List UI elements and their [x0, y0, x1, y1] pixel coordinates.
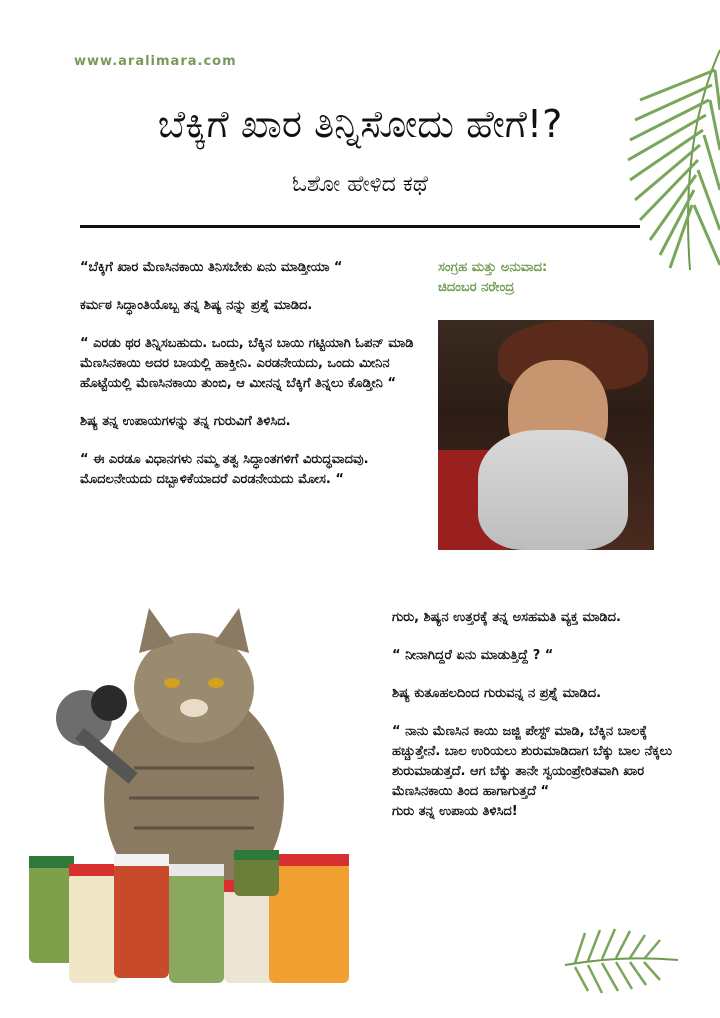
- paragraph: ಶಿಷ್ಯ ಕುತೂಹಲದಿಂದ ಗುರುವನ್ನ ನ ಪ್ರಶ್ನೆ ಮಾಡಿದ.: [392, 686, 602, 701]
- paragraph: “ ಎರಡು ಥರ ತಿನ್ನಿಸಬಹುದು. ಒಂದು, ಬೆಕ್ಕಿನ ಬಾಯಿ ಗಟ್ಟಿಯಾಗಿ ಓಪನ್ ಮಾಡಿ ಮೆಣಸಿನಕಾಯಿ ಅದರ ಬಾಯಲ್ಲಿ ಹಾಕ್ತೀನಿ. ಎರಡನೇಯದು, ಒಂದು ಮೀನಿನ ಹೊಟ್ಟೆಯಲ್ಲಿ ಮೆಣಸಿನಕಾಯಿ ತುಂಬಿ, ಆ ಮೀನನ್ನ ಬೆಕ್ಕಿಗೆ ತಿನ್ನಲು ಕೊಡ್ತೀನಿ “: [80, 336, 414, 391]
- paragraph: ಗುರು, ಶಿಷ್ಯನ ಉತ್ತರಕ್ಕೆ ತನ್ನ ಅಸಹಮತಿ ವ್ಯಕ್ತ ಮಾಡಿದ.: [392, 610, 621, 625]
- story-right-column: [392, 608, 682, 840]
- paragraph: “ ನೀನಾಗಿದ್ದರೆ ಏನು ಮಾಡುತ್ತಿದ್ದೆ ? “: [392, 648, 554, 663]
- paragraph: “ ಈ ಎರಡೂ ವಿಧಾನಗಳು ನಮ್ಮ ತತ್ವ ಸಿದ್ಧಾಂತಗಳಿಗೆ ವಿರುದ್ಧವಾದವು. ಮೊದಲನೇಯದು ದಬ್ಬಾಳಿಕೆಯಾದರೆ ಎರಡನೇಯದು ಮೋಸ. “: [80, 452, 369, 487]
- credit-name: ಚಿದಂಬರ ನರೇಂದ್ರ: [438, 280, 515, 295]
- story-left-column: [80, 258, 430, 508]
- title-divider: [80, 225, 640, 228]
- credit-label: ಸಂಗ್ರಹ ಮತ್ತು ಅನುವಾದ:: [438, 260, 548, 275]
- page-title: ಬೆಕ್ಕಿಗೆ ಖಾರ ತಿನ್ನಿಸೋದು ಹೇಗೆ!?: [157, 102, 563, 146]
- palm-leaf-icon: [560, 925, 680, 995]
- paragraph: “ ನಾನು ಮೆಣಸಿನ ಕಾಯಿ ಜಜ್ಜಿ ಪೇಸ್ಟ್ ಮಾಡಿ, ಬೆಕ್ಕಿನ ಬಾಲಕ್ಕೆ ಹಚ್ಚುತ್ತೇನೆ. ಬಾಲ ಉರಿಯಲು ಶುರುಮಾಡಿದಾಗ ಬೆಕ್ಕು ಬಾಲ ನೆಕ್ಕಲು ಶುರುಮಾಡುತ್ತದೆ. ಆಗ ಬೆಕ್ಕು ತಾನೇ ಸ್ವಯಂಪ್ರೇರಿತವಾಗಿ ಖಾರ ಮೆಣಸಿನಕಾಯಿ ತಿಂದ ಹಾಗಾಗುತ್ತದೆ “: [392, 724, 673, 799]
- page-subtitle: ಓಶೋ ಹೇಳಿದ ಕಥೆ: [292, 172, 428, 197]
- site-url[interactable]: www.aralimara.com: [74, 54, 237, 69]
- palm-leaf-icon: [620, 40, 720, 280]
- osho-portrait: [438, 320, 654, 550]
- translation-credit: [438, 258, 658, 298]
- paragraph: ಶಿಷ್ಯ ತನ್ನ ಉಪಾಯಗಳನ್ನು ತನ್ನ ಗುರುವಿಗೆ ತಿಳಿಸಿದ.: [80, 414, 291, 429]
- paragraph: ಗುರು ತನ್ನ ಉಪಾಯ ತಿಳಿಸಿದ!: [392, 804, 518, 819]
- paragraph: ಕರ್ಮಠ ಸಿದ್ಧಾಂತಿಯೊಬ್ಬ ತನ್ನ ಶಿಷ್ಯ ನನ್ನು ಪ್ರಶ್ನೆ ಮಾಡಿದ.: [80, 298, 313, 313]
- paragraph: “ಬೆಕ್ಕಿಗೆ ಖಾರ ಮೆಣಸಿನಕಾಯಿ ತಿನಿಸಬೇಕು ಏನು ಮಾಡ್ತೀಯಾ “: [80, 260, 343, 275]
- cat-with-pickle-jars-image: [24, 598, 364, 988]
